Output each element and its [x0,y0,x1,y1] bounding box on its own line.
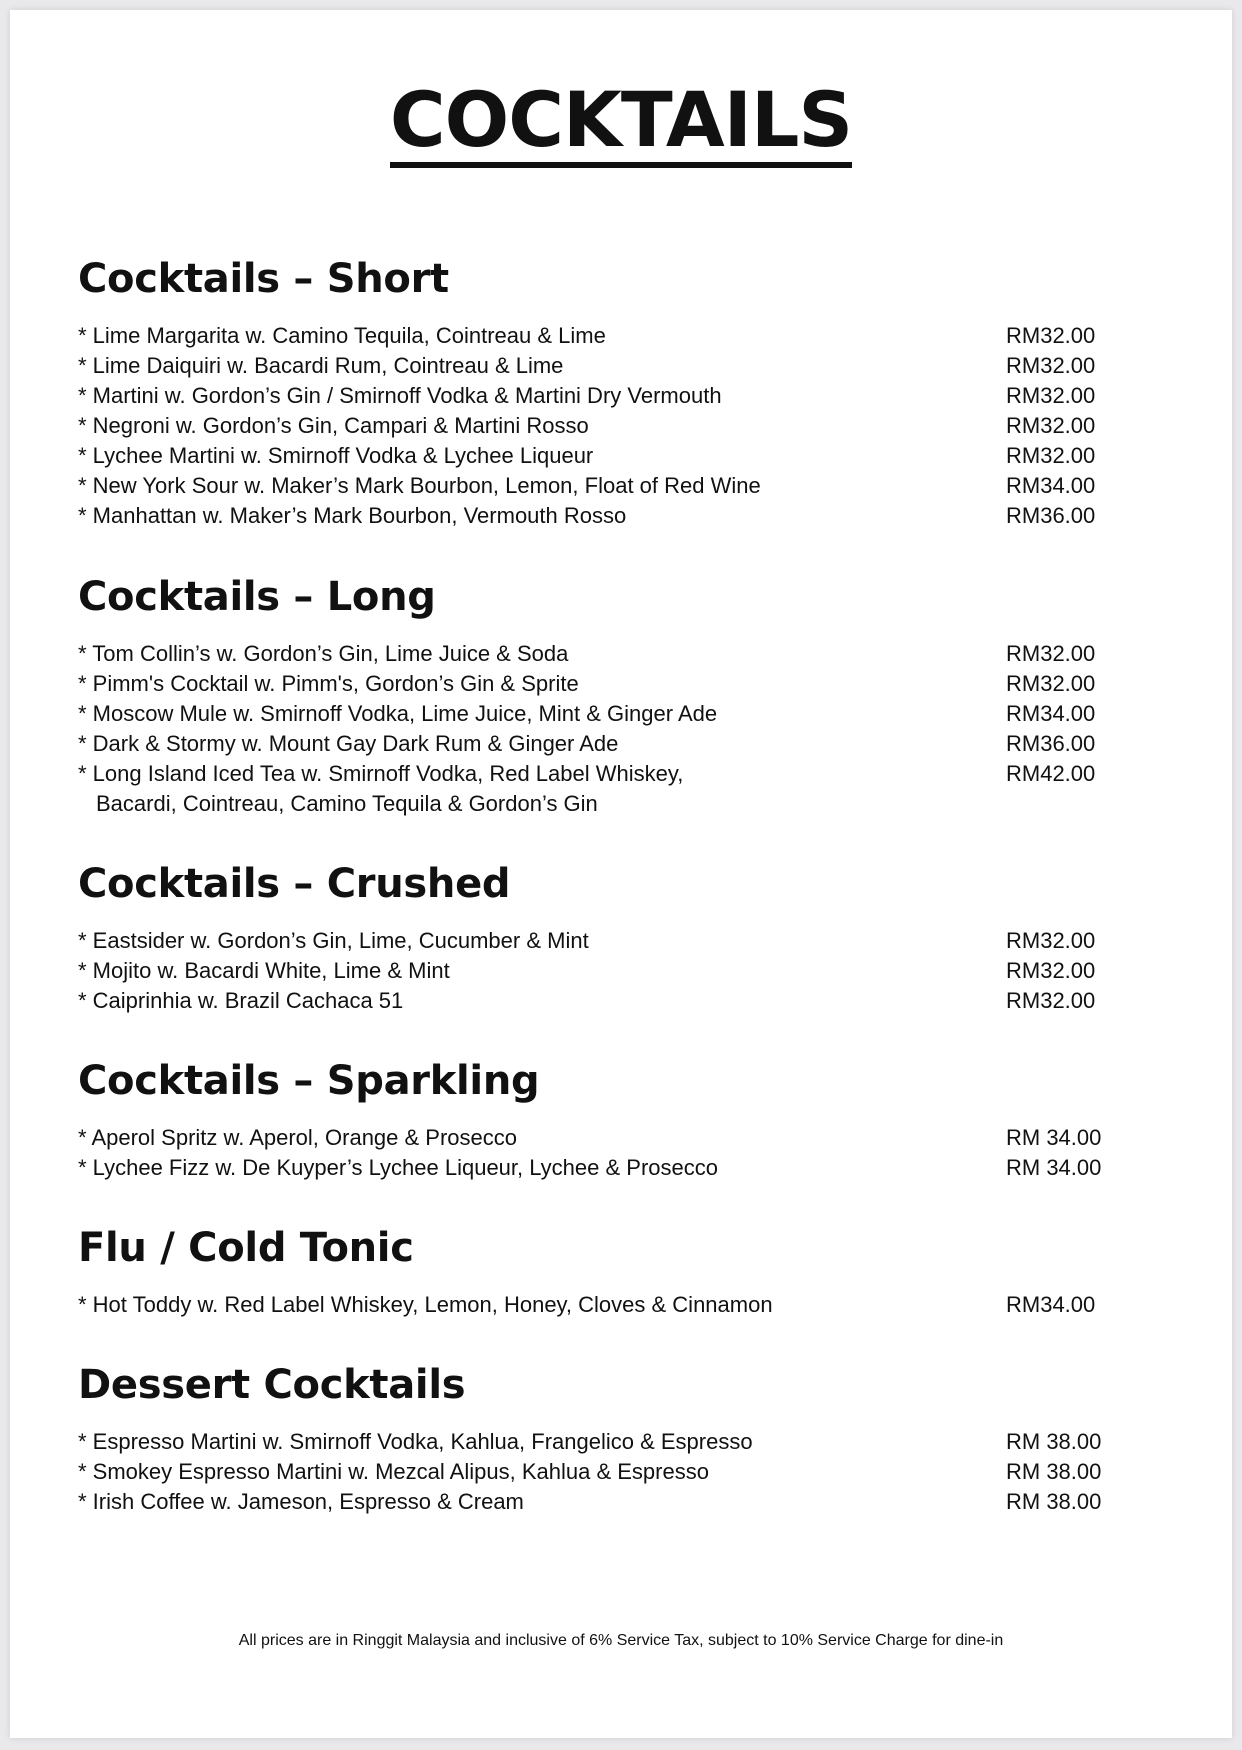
section-heading: Cocktails – Short [78,256,449,302]
item-price: RM34.00 [1006,473,1096,498]
section-heading: Cocktails – Sparkling [78,1058,540,1104]
item-description: * Pimm's Cocktail w. Pimm's, Gordon’s Gin & Sprite [78,671,579,696]
section-dessert [78,1361,1158,1517]
menu-item [78,501,1158,531]
section-sparkling [78,1057,1158,1183]
price-disclaimer: All prices are in Ringgit Malaysia and inclusive of 6% Service Tax, subject to 10% Service Charge for dine-in [238,1632,1004,1649]
menu-item [78,1427,1158,1457]
item-description: * Lychee Martini w. Smirnoff Vodka & Lychee Liqueur [78,443,594,468]
section-flu-cold-tonic [78,1224,1158,1320]
section-heading: Dessert Cocktails [78,1362,466,1408]
item-price: RM 34.00 [1006,1155,1102,1180]
section-short [78,255,1158,531]
item-price: RM 38.00 [1006,1459,1102,1484]
menu-page [10,10,1232,1738]
item-description: * Martini w. Gordon’s Gin / Smirnoff Vodka & Martini Dry Vermouth [78,383,722,408]
item-price: RM42.00 [1006,761,1096,786]
menu-item [78,986,1158,1016]
item-description: * Moscow Mule w. Smirnoff Vodka, Lime Juice, Mint & Ginger Ade [78,701,718,726]
item-price: RM34.00 [1006,1292,1096,1317]
section-heading: Cocktails – Long [78,574,436,620]
item-price: RM32.00 [1006,988,1096,1013]
item-description: * Dark & Stormy w. Mount Gay Dark Rum & Ginger Ade [78,731,619,756]
menu-item [78,639,1158,669]
item-description: * Lime Margarita w. Camino Tequila, Cointreau & Lime [78,323,606,348]
item-price: RM 38.00 [1006,1489,1102,1514]
item-price: RM32.00 [1006,323,1096,348]
item-price: RM34.00 [1006,701,1096,726]
menu-item [78,729,1158,759]
item-price: RM32.00 [1006,383,1096,408]
section-heading: Cocktails – Crushed [78,861,511,907]
menu-item [78,699,1158,729]
section-heading: Flu / Cold Tonic [78,1225,414,1271]
item-description: * Negroni w. Gordon’s Gin, Campari & Martini Rosso [78,413,589,438]
item-description: * New York Sour w. Maker’s Mark Bourbon, Lemon, Float of Red Wine [78,473,761,498]
item-description: * Tom Collin’s w. Gordon’s Gin, Lime Juice & Soda [78,641,569,666]
item-price: RM32.00 [1006,413,1096,438]
item-description: * Irish Coffee w. Jameson, Espresso & Cream [78,1489,524,1514]
item-description: * Smokey Espresso Martini w. Mezcal Alipus, Kahlua & Espresso [78,1459,709,1484]
menu-item [78,1153,1158,1183]
item-price: RM32.00 [1006,641,1096,666]
item-price: RM 34.00 [1006,1125,1102,1150]
item-price: RM32.00 [1006,928,1096,953]
item-price: RM36.00 [1006,503,1096,528]
item-description [78,759,978,819]
menu-item [78,926,1158,956]
item-price: RM32.00 [1006,353,1096,378]
item-description: * Eastsider w. Gordon’s Gin, Lime, Cucumber & Mint [78,928,589,953]
section-crushed [78,860,1158,1016]
item-description: * Hot Toddy w. Red Label Whiskey, Lemon, Honey, Cloves & Cinnamon [78,1292,773,1317]
item-price: RM32.00 [1006,958,1096,983]
menu-item [78,381,1158,411]
menu-item [78,1290,1158,1320]
menu-item [78,351,1158,381]
item-description: * Manhattan w. Maker’s Mark Bourbon, Vermouth Rosso [78,503,627,528]
page-title [10,75,1232,168]
item-description: * Aperol Spritz w. Aperol, Orange & Prosecco [78,1125,518,1150]
item-description: * Lychee Fizz w. De Kuyper’s Lychee Liqueur, Lychee & Prosecco [78,1155,718,1180]
item-price: RM32.00 [1006,443,1096,468]
item-price: RM32.00 [1006,671,1096,696]
menu-item [78,1123,1158,1153]
menu-item [78,956,1158,986]
menu-item [78,411,1158,441]
item-price: RM 38.00 [1006,1429,1102,1454]
item-description-line-2: Bacardi, Cointreau, Camino Tequila & Gordon’s Gin [96,791,598,816]
page-title-text: COCKTAILS [390,82,852,168]
menu-item [78,1457,1158,1487]
item-description: * Lime Daiquiri w. Bacardi Rum, Cointreau & Lime [78,353,564,378]
section-long [78,573,1158,819]
item-description-line-1: * Long Island Iced Tea w. Smirnoff Vodka, Red Label Whiskey, [78,761,684,786]
item-description: * Caiprinhia w. Brazil Cachaca 51 [78,988,404,1013]
menu-item [78,471,1158,501]
menu-item [78,1487,1158,1517]
menu-item [78,441,1158,471]
item-description: * Mojito w. Bacardi White, Lime & Mint [78,958,450,983]
item-price: RM36.00 [1006,731,1096,756]
menu-item [78,759,1158,819]
menu-item [78,669,1158,699]
item-description: * Espresso Martini w. Smirnoff Vodka, Kahlua, Frangelico & Espresso [78,1429,753,1454]
menu-item [78,321,1158,351]
